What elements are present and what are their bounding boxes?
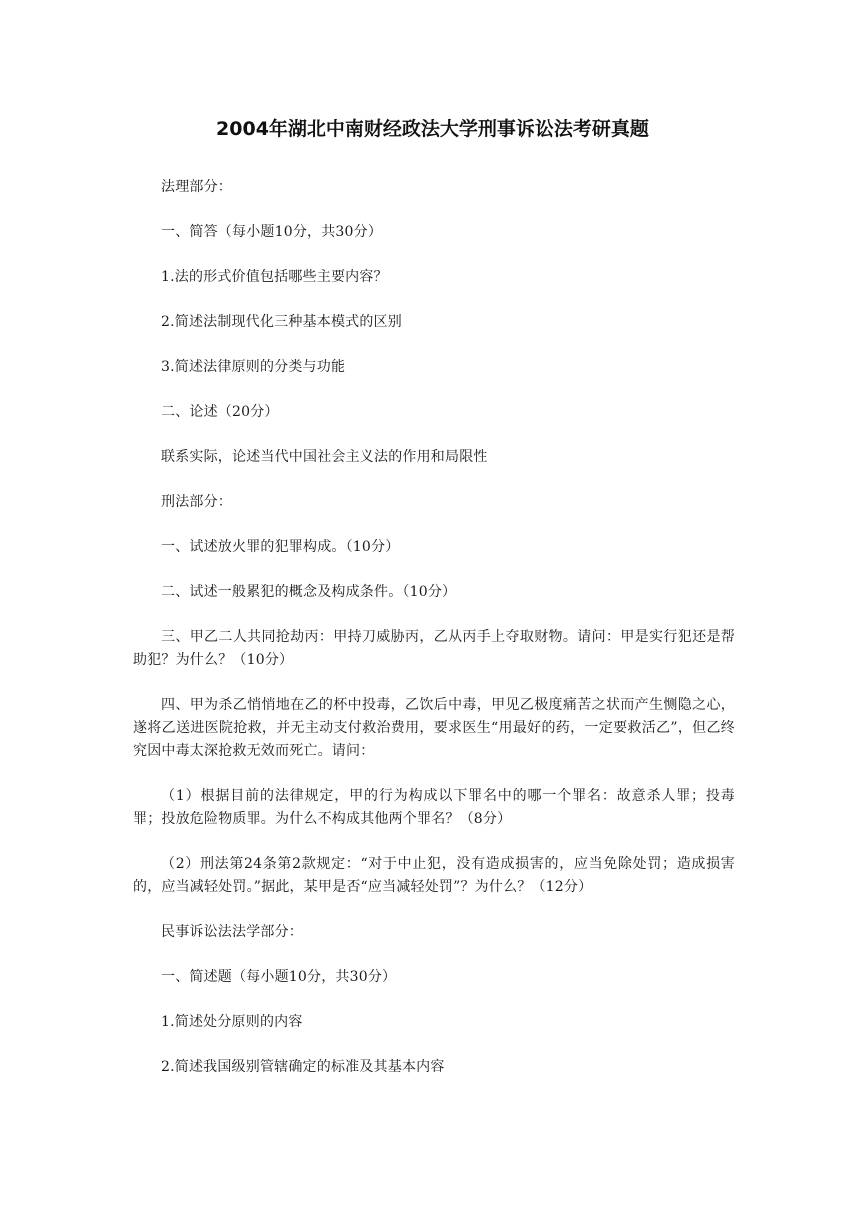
section-heading-civil-procedure: 民事诉讼法法学部分： <box>161 924 303 940</box>
section-heading-criminal-law: 刑法部分： <box>161 494 232 510</box>
section-heading-jurisprudence: 法理部分： <box>161 179 232 195</box>
question-item: 四、甲为杀乙悄悄地在乙的杯中投毒，乙饮后中毒，甲见乙极度痛苦之状而产生恻隐之心，遂将乙送进医院抢救，并无主动支付救治费用，要求医生“用最好的药，一定要救活乙”，但乙终究因中毒太深抢救无效而死亡。请问： <box>133 697 735 759</box>
question-item: 3.简述法律原则的分类与功能 <box>161 359 346 375</box>
question-item: 1.法的形式价值包括哪些主要内容？ <box>161 269 388 285</box>
question-item: 二、试述一般累犯的概念及构成条件。（10分） <box>161 584 457 600</box>
question-item: 1.简述处分原则的内容 <box>161 1014 303 1030</box>
question-item: 三、甲乙二人共同抢劫丙：甲持刀威胁丙，乙从丙手上夺取财物。请问：甲是实行犯还是帮助犯？为什么？（10分） <box>133 629 735 668</box>
question-group-heading: 一、简答（每小题10分，共30分） <box>161 224 383 240</box>
question-item: 2.简述法制现代化三种基本模式的区别 <box>161 314 402 330</box>
question-subitem: （2）刑法第24条第2款规定：“对于中止犯，没有造成损害的，应当免除处罚；造成损害的，应当减轻处罚。”据此，某甲是否“应当减轻处罚”？为什么？（12分） <box>133 856 735 895</box>
question-item: 联系实际，论述当代中国社会主义法的作用和局限性 <box>161 449 488 465</box>
question-group-heading: 二、论述（20分） <box>161 404 279 420</box>
question-subitem: （1）根据目前的法律规定，甲的行为构成以下罪名中的哪一个罪名：故意杀人罪；投毒罪；投放危险物质罪。为什么不构成其他两个罪名？（8分） <box>133 788 735 827</box>
document-body <box>133 176 735 1101</box>
question-item: 2.简述我国级别管辖确定的标准及其基本内容 <box>161 1059 445 1075</box>
question-item: 一、试述放火罪的犯罪构成。（10分） <box>161 539 400 555</box>
document-title: 2004年湖北中南财经政法大学刑事诉讼法考研真题 <box>216 118 649 140</box>
question-group-heading: 一、简述题（每小题10分，共30分） <box>161 969 397 985</box>
